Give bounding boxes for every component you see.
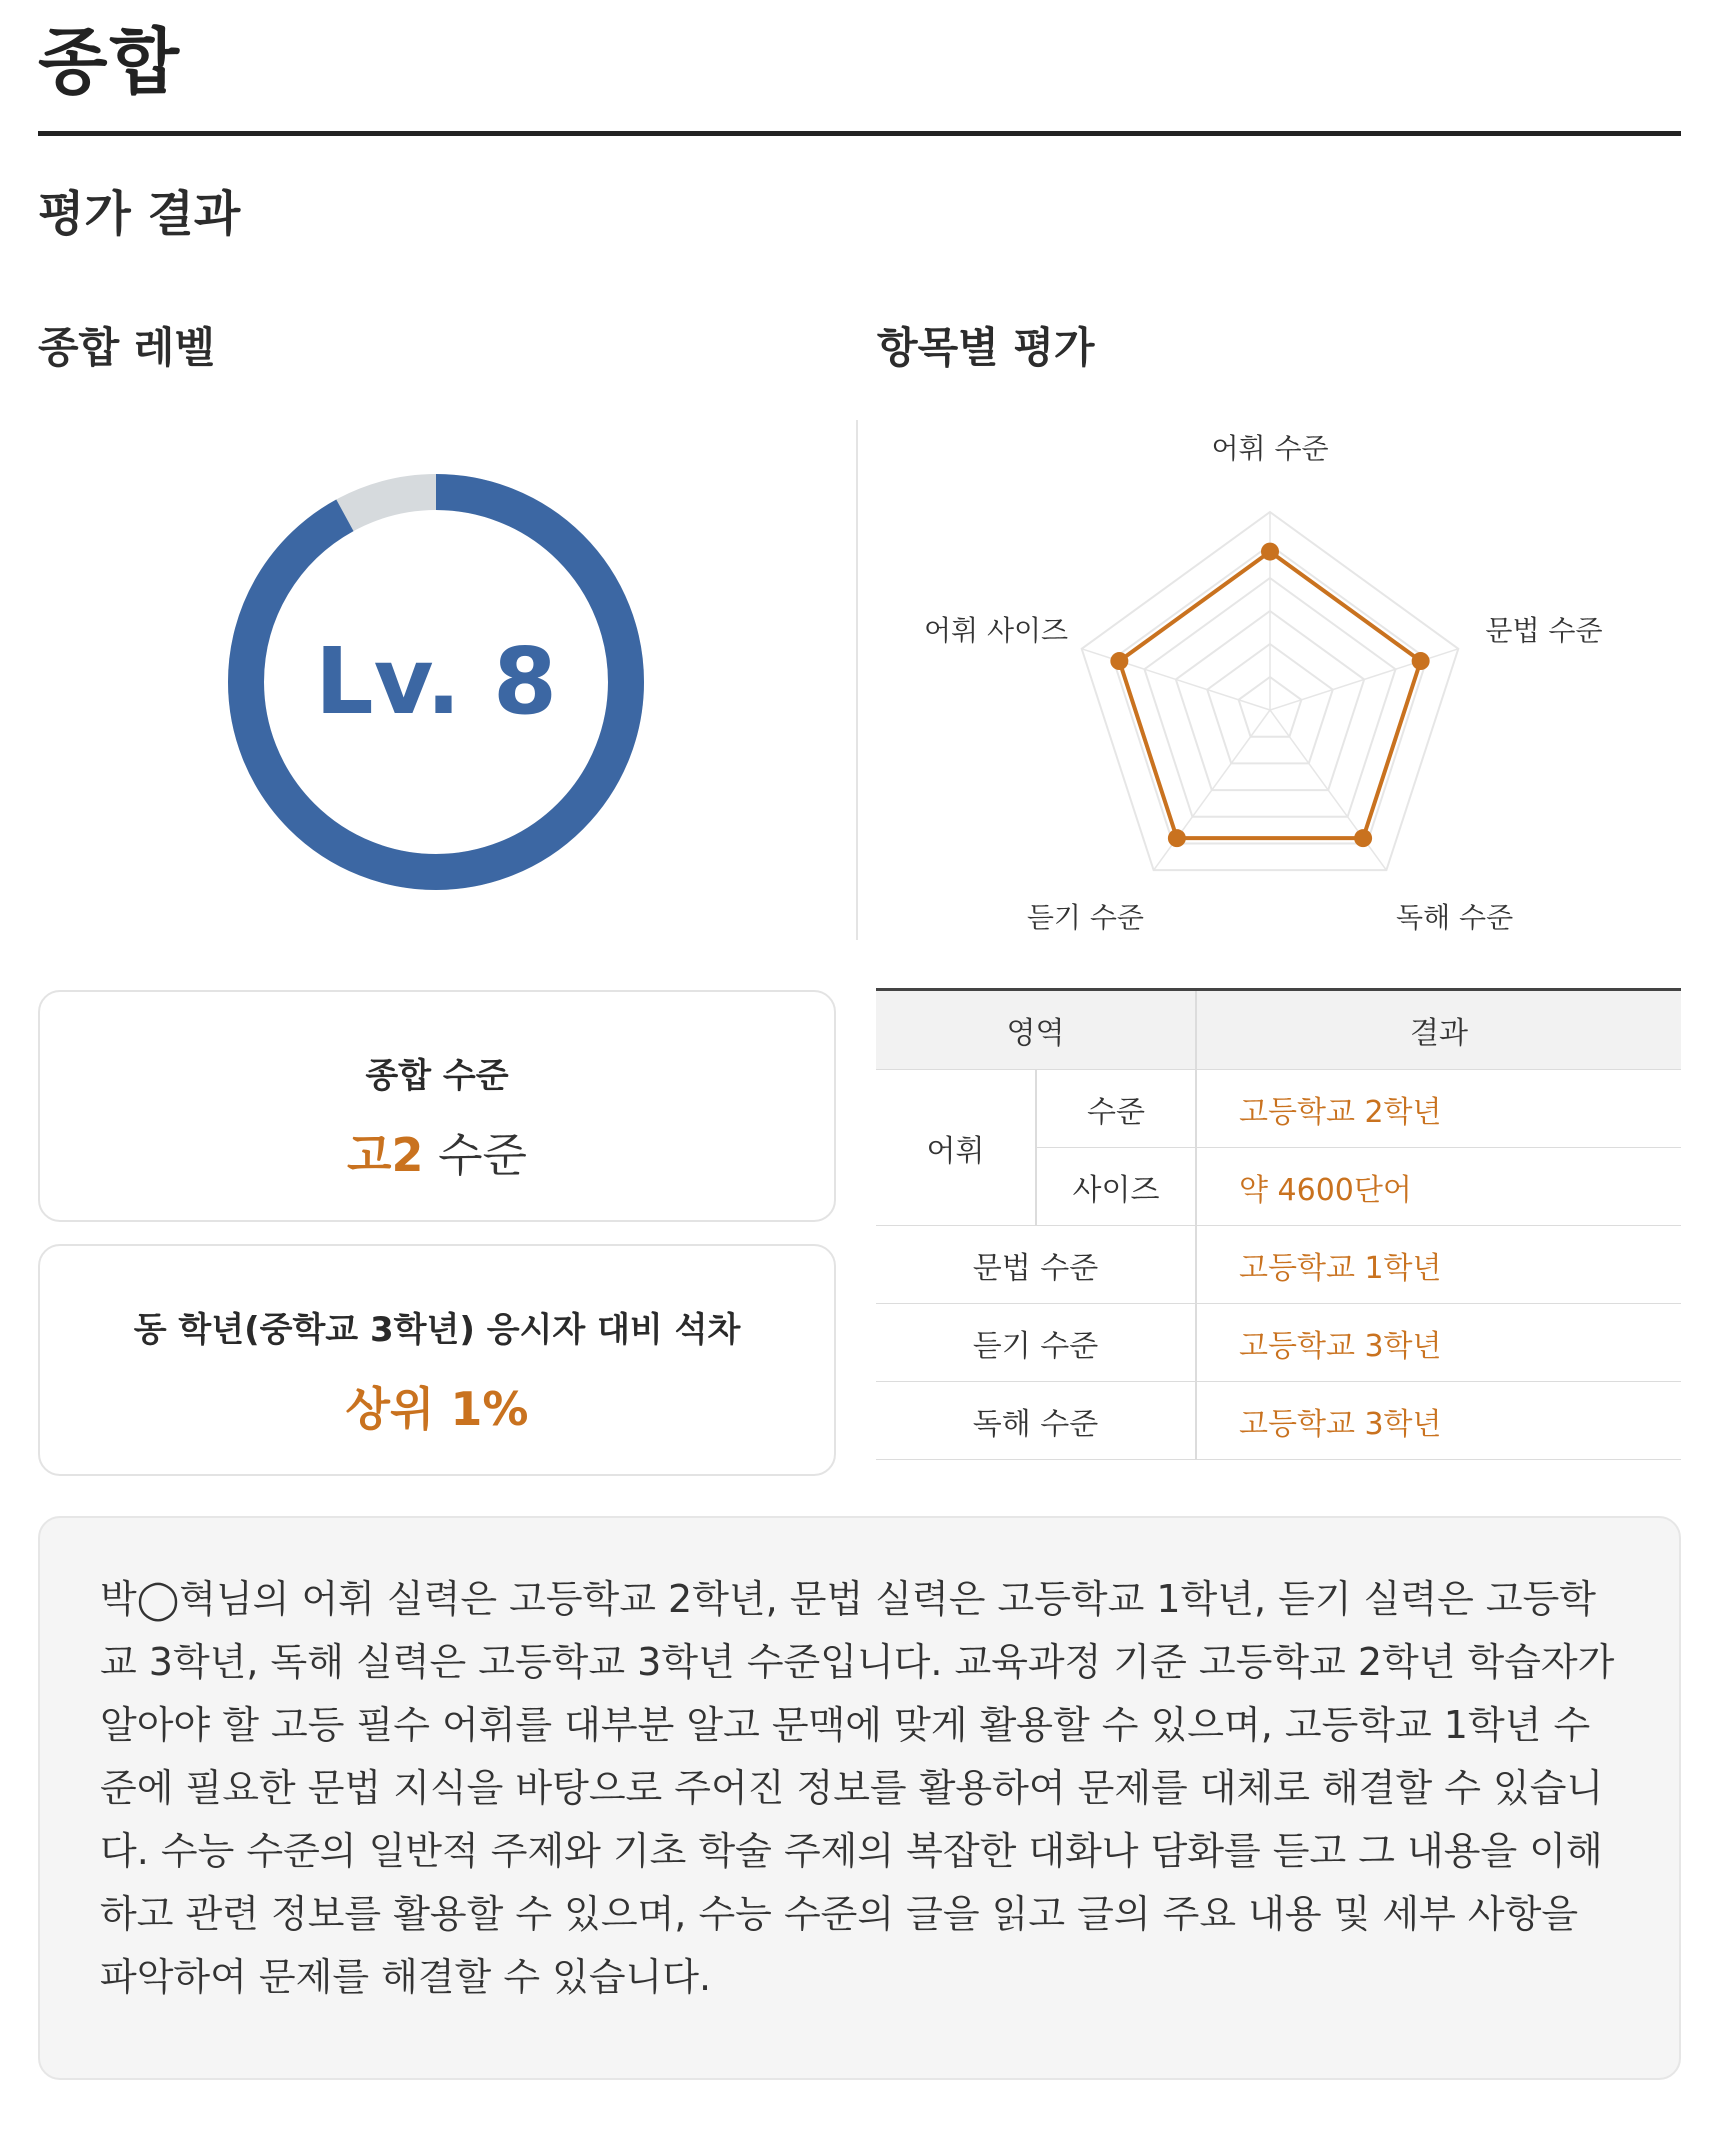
vocab-size-value: 약 4600단어 bbox=[1196, 1148, 1681, 1226]
listening-value: 고등학교 3학년 bbox=[1196, 1304, 1681, 1382]
section-title: 평가 결과 bbox=[38, 186, 241, 242]
title-divider bbox=[38, 131, 1681, 136]
vocab-level-label: 수준 bbox=[1036, 1070, 1196, 1148]
radar-axis-label: 어휘 수준 bbox=[1211, 432, 1329, 465]
radar-point bbox=[1412, 652, 1430, 670]
radar-point bbox=[1261, 543, 1279, 561]
summary-box bbox=[38, 1516, 1681, 2080]
vocab-level-value: 고등학교 2학년 bbox=[1196, 1070, 1681, 1148]
radar-axis-label: 듣기 수준 bbox=[1026, 901, 1144, 935]
column-divider bbox=[856, 420, 858, 940]
reading-label: 독해 수준 bbox=[876, 1382, 1196, 1460]
rank-card bbox=[38, 1244, 836, 1476]
page-title: 종합 bbox=[38, 20, 182, 104]
overall-level-suffix: 수준 bbox=[423, 1128, 527, 1182]
table-row bbox=[876, 1226, 1681, 1304]
radar-axis-line bbox=[1270, 649, 1458, 710]
overall-level-card bbox=[38, 990, 836, 1222]
radar-axis-label: 문법 수준 bbox=[1485, 613, 1603, 647]
radar-chart bbox=[860, 420, 1680, 950]
table-row bbox=[876, 1070, 1681, 1148]
reading-value: 고등학교 3학년 bbox=[1196, 1382, 1681, 1460]
item-eval-heading: 항목별 평가 bbox=[877, 323, 1095, 372]
radar-point bbox=[1110, 652, 1128, 670]
grammar-value: 고등학교 1학년 bbox=[1196, 1226, 1681, 1304]
listening-label: 듣기 수준 bbox=[876, 1304, 1196, 1382]
overall-level-card-label: 종합 수준 bbox=[365, 1056, 509, 1096]
radar-axis-label: 어휘 사이즈 bbox=[923, 613, 1069, 647]
vocab-label: 어휘 bbox=[876, 1070, 1036, 1226]
rank-card-value: 상위 1% bbox=[345, 1382, 529, 1436]
radar-axis-label: 독해 수준 bbox=[1396, 901, 1514, 935]
header-result: 결과 bbox=[1196, 990, 1681, 1070]
summary-text: 박◯혁님의 어휘 실력은 고등학교 2학년, 문법 실력은 고등학교 1학년, 듣기 실력은 고등학교 3학년, 독해 실력은 고등학교 3학년 수준입니다. 교육과정 기준 고등학교 2학년 학습자가 알아야 할 고등 필수 어휘를 대부분 알고 문맥에 맞게 활용할 수 있으며, 고등학교 1학년 수준에 필요한 문법 지식을 바탕으로 주어진 정보를 활용하여 문제를 대체로 해결할 수 있습니다. 수능 수준의 일반적 주제와 기초 학술 주제의 복잡한 대화나 담화를 듣고 그 내용을 이해하고 관련 정보를 활용할 수 있으며, 수능 수준의 글을 읽고 글의 주요 내용 및 세부 사항을 파악하여 문제를 해결할 수 있습니다. bbox=[100, 1577, 1615, 1999]
overall-level-heading: 종합 레벨 bbox=[38, 323, 215, 372]
level-gauge bbox=[224, 470, 648, 894]
header-area: 영역 bbox=[876, 990, 1196, 1070]
table-header-row bbox=[876, 990, 1681, 1070]
grammar-label: 문법 수준 bbox=[876, 1226, 1196, 1304]
radar-axis-line bbox=[1082, 649, 1270, 710]
table-row bbox=[876, 1382, 1681, 1460]
vocab-size-label: 사이즈 bbox=[1036, 1148, 1196, 1226]
overall-level-card-value bbox=[40, 1119, 834, 1185]
rank-card-label: 동 학년(중학교 3학년) 응시자 대비 석차 bbox=[133, 1310, 741, 1350]
radar-point bbox=[1168, 829, 1186, 847]
overall-level-grade: 고2 bbox=[347, 1128, 424, 1182]
radar-point bbox=[1354, 829, 1372, 847]
level-value: Lv. 8 bbox=[314, 628, 558, 735]
table-row bbox=[876, 1304, 1681, 1382]
result-table bbox=[876, 988, 1681, 1460]
